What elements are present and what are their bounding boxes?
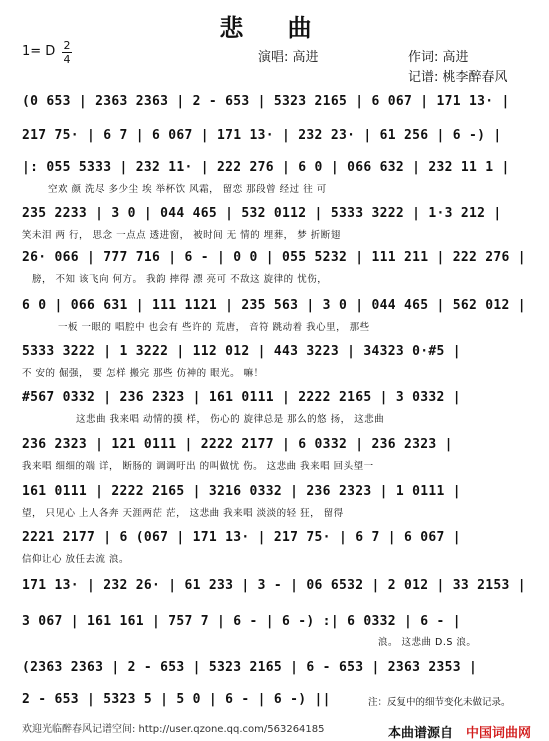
transcriber-credit: 记谱: 桃李醉春风 [408,70,508,85]
music-line-15: 2 - 653 | 5323 5 | 5 0 | 6 - | 6 -) || [22,692,331,707]
notation-note: 注：反复中的细节变化未做记录。 [368,697,511,708]
lyric-line-2: 笑未泪 两 行， 思念 一点点 透进窗， 被时间 无 情的 埋葬， 梦 折断翅 [22,230,341,241]
source-label: 本曲谱源自 [388,726,454,741]
music-line-1: (0 653 | 2363 2363 | 2 - 653 | 5323 2165 | 6 067 | 171 13· | [22,94,510,109]
footer-url: 欢迎光临醉春风记谱空间: http://user.qzone.qq.com/563264185 [22,724,325,735]
lyric-line-8: 望， 只见心 上人各奔 天涯两茫 茫， 这悲曲 我来唱 淡淡的轻 狂， 留得 [22,508,344,519]
lyric-line-7: 我来唱 细细的端 详， 断肠的 调调吁出 的叫做忧 伤。 这悲曲 我来唱 回头望一 [22,461,374,472]
music-line-10: 161 0111 | 2222 2165 | 3216 0332 | 236 2323 | 1 0111 | [22,484,461,499]
music-line-5: 26· 066 | 777 716 | 6 - | 0 0 | 055 5232 | 111 211 | 222 276 | [22,250,526,265]
site-logo: 中国词曲网 [466,726,532,741]
lyricist-credit: 作词: 高进 [408,50,469,65]
music-line-3: |: 055 5333 | 232 11· | 222 276 | 6 0 | 066 632 | 232 11 1 | [22,160,510,175]
lyric-line-1: 空欢 颜 洗尽 多少尘 埃 举杯饮 风霜， 留恋 那段曾 经过 往 可 [48,184,327,195]
music-line-13: 3 067 | 161 161 | 757 7 | 6 - | 6 -) :| 6 0332 | 6 - | [22,614,461,629]
music-line-4: 235 2233 | 3 0 | 044 465 | 532 0112 | 5333 3222 | 1·3 212 | [22,206,502,221]
song-title: 悲 曲 [219,13,330,42]
time-signature-bottom: 4 [63,53,71,66]
music-line-12: 171 13· | 232 26· | 61 233 | 3 - | 06 6532 | 2 012 | 33 2153 | [22,578,526,593]
lyric-line-6: 这悲曲 我来唱 动情的摸 样， 伤心的 旋律总是 那么的悠 扬， 这悲曲 [76,414,385,425]
music-line-7: 5333 3222 | 1 3222 | 112 012 | 443 3223 | 34323 0·#5 | [22,344,461,359]
music-line-14: (2363 2363 | 2 - 653 | 5323 2165 | 6 - 653 | 2363 2353 | [22,660,478,675]
singer-credit: 演唱: 高进 [258,50,319,65]
lyric-line-4: 一板 一眼的 唱腔中 也会有 些许的 荒唐， 音符 跳动着 我心里， 那些 [58,322,370,333]
lyric-line-9: 信仰让心 放任去流 浪。 [22,554,130,565]
lyric-line-10: 浪。 这悲曲 D.S 浪。 [378,637,477,648]
music-line-11: 2221 2177 | 6 (067 | 171 13· | 217 75· | 6 7 | 6 067 | [22,530,461,545]
music-line-2: 217 75· | 6 7 | 6 067 | 171 13· | 232 23· | 61 256 | 6 -) | [22,128,502,143]
lyric-line-3: 膀， 不知 该飞向 何方。 我韵 摔得 漂 亮可 不敌这 旋律的 忧伤， [32,274,328,285]
music-line-9: 236 2323 | 121 0111 | 2222 2177 | 6 0332 | 236 2323 | [22,437,453,452]
lyric-line-5: 不 安的 倔强， 要 怎样 搬完 那些 仿神的 眼光。 嘛！ [22,368,264,379]
time-signature [62,40,72,65]
music-line-6: 6 0 | 066 631 | 111 1121 | 235 563 | 3 0 | 044 465 | 562 012 | [22,298,526,313]
music-line-8: #567 0332 | 236 2323 | 161 0111 | 2222 2165 | 3 0332 | [22,390,461,405]
key-signature: 1= D [22,44,56,59]
time-signature-top: 2 [63,39,71,52]
